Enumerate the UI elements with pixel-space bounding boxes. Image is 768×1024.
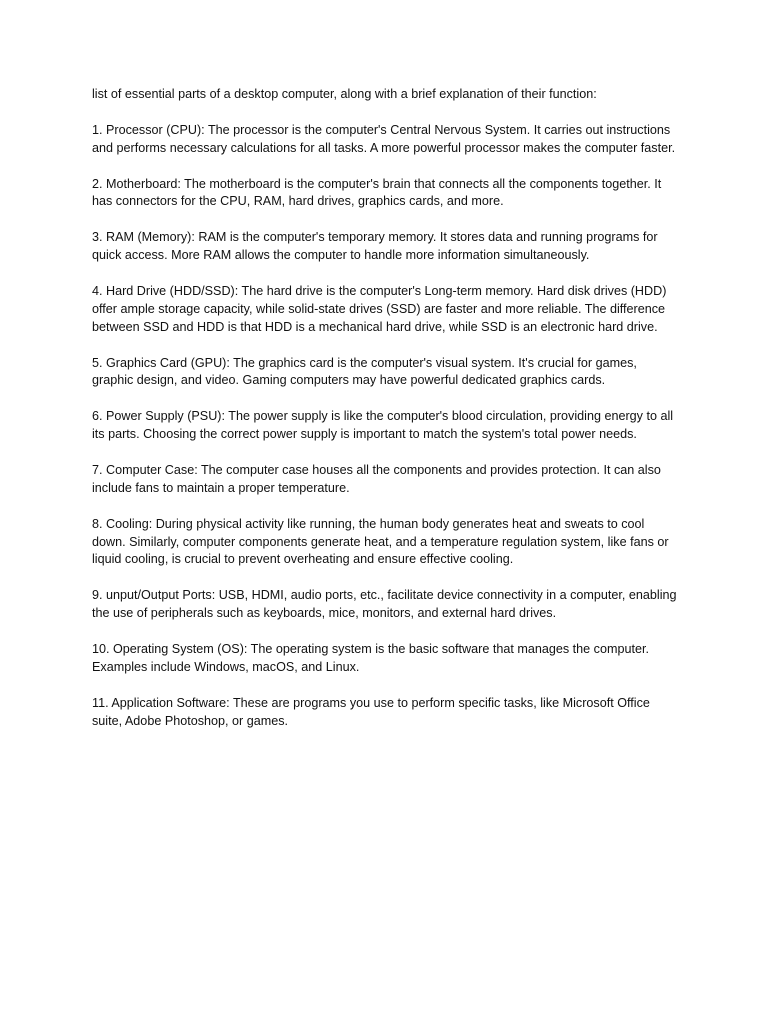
list-item-processor: 1. Processor (CPU): The processor is the computer's Central Nervous System. It carries out instructions and performs necessary calculations for all tasks. A more powerful processor makes the computer faster. (92, 122, 676, 155)
list-item-graphics-card: 5. Graphics Card (GPU): The graphics card is the computer's visual system. It's crucial for games, graphic design, and video. Gaming computers may have powerful dedicated graphics cards. (92, 355, 637, 388)
document-body (92, 86, 680, 748)
list-item-ram: 3. RAM (Memory): RAM is the computer's temporary memory. It stores data and running programs for quick access. More RAM allows the computer to handle more information simultaneously. (92, 230, 658, 263)
list-item-hard-drive: 4. Hard Drive (HDD/SSD): The hard drive is the computer's Long-term memory. Hard disk drives (HDD) offer ample storage capacity, while solid-state drives (SSD) are faster and more reliable. The difference between SSD and HDD is that HDD is a mechanical hard drive, while SSD is an electronic hard drive. (92, 283, 667, 334)
intro-paragraph: list of essential parts of a desktop computer, along with a brief explanation of their function: (92, 87, 597, 101)
list-item-io-ports: 9. unput/Output Ports: USB, HDMI, audio ports, etc., facilitate device connectivity in a computer, enabling the use of peripherals such as keyboards, mice, monitors, and external hard drives. (92, 588, 677, 621)
list-item-computer-case: 7. Computer Case: The computer case houses all the components and provides protection. It can also include fans to maintain a proper temperature. (92, 462, 661, 495)
list-item-application-software: 11. Application Software: These are programs you use to perform specific tasks, like Microsoft Office suite, Adobe Photoshop, or games. (92, 695, 650, 728)
list-item-power-supply: 6. Power Supply (PSU): The power supply is like the computer's blood circulation, providing energy to all its parts. Choosing the correct power supply is important to match the system's total power needs. (92, 409, 674, 442)
list-item-motherboard: 2. Motherboard: The motherboard is the computer's brain that connects all the components together. It has connectors for the CPU, RAM, hard drives, graphics cards, and more. (92, 176, 662, 209)
list-item-operating-system: 10. Operating System (OS): The operating system is the basic software that manages the computer. Examples include Windows, macOS, and Linux. (92, 641, 649, 674)
list-item-cooling: 8. Cooling: During physical activity like running, the human body generates heat and sweats to cool down. Similarly, computer components generate heat, and a temperature regulation system, like fans or liquid cooling, is crucial to prevent overheating and ensure effective cooling. (92, 516, 669, 567)
